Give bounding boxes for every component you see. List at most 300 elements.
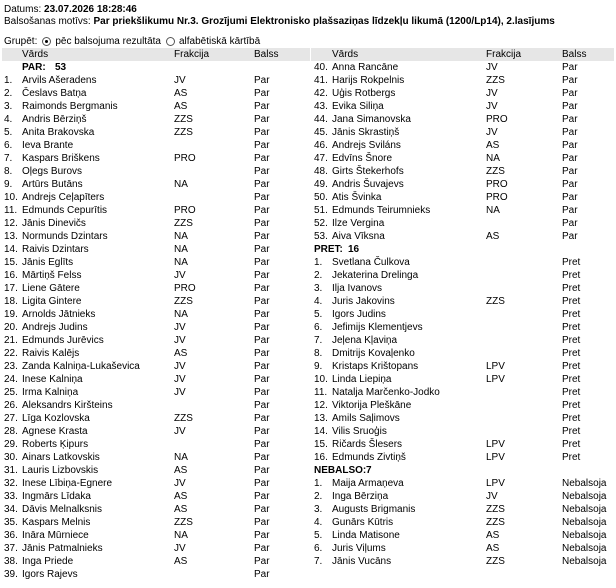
row-number: 11. [314,387,328,398]
row-number: 22. [4,348,18,359]
row-number: 49. [314,179,328,190]
row-number: 21. [4,335,18,346]
member-faction: AS [486,140,500,151]
member-faction: AS [486,231,500,242]
table-row [311,191,614,204]
table-row [311,425,614,438]
member-name: Raivis Kalējs [22,348,80,359]
member-name: Augusts Brigmanis [332,504,416,515]
member-name: Lauris Lizbovskis [22,465,99,476]
member-vote: Par [254,400,270,411]
member-name: Edmunds Cepurītis [22,205,108,216]
table-row [311,516,614,529]
row-number: 11. [4,205,18,216]
member-vote: Par [562,101,578,112]
row-number: 16. [314,452,328,463]
member-faction: JV [174,270,186,281]
member-vote: Par [562,179,578,190]
member-name: Jānis Vucāns [332,556,392,567]
member-name: Inga Bērziņa [332,491,389,502]
member-name: Ieva Brante [22,140,74,151]
table-row [2,334,310,347]
member-faction: NA [174,452,188,463]
member-faction: NA [486,205,500,216]
member-name: Anna Rancāne [332,62,399,73]
member-vote: Pret [562,452,581,463]
table-row [311,386,614,399]
member-vote: Par [562,88,578,99]
vote-table-right [311,48,614,568]
table-row [311,256,614,269]
member-faction: NA [486,153,500,164]
table-row [311,100,614,113]
member-name: Juris Jakovins [332,296,395,307]
member-faction: LPV [486,478,505,489]
member-faction: AS [174,348,188,359]
row-number: 40. [314,62,328,73]
member-vote: Par [254,504,270,515]
table-row [2,438,310,451]
section-title: NEBALSO: [314,465,367,476]
table-row [311,126,614,139]
table-row [2,386,310,399]
vote-table-left [2,48,310,581]
motive-value: Par priekšlikumu Nr.3. Grozījumi Elektronisko plašsaziņas līdzekļu likumā (1200/Lp14), 2.lasījums [93,16,555,27]
member-faction: NA [174,309,188,320]
member-vote: Pret [562,413,581,424]
member-name: Jeļena Kļaviņa [332,335,398,346]
member-faction: AS [174,101,188,112]
member-faction: JV [174,478,186,489]
table-row [2,191,310,204]
member-name: Česlavs Batņa [22,88,87,99]
column-header-faction: Frakcija [174,49,210,60]
row-number: 42. [314,88,328,99]
row-number: 8. [314,348,323,359]
member-faction: ZZS [486,556,505,567]
member-faction: PRO [486,114,508,125]
member-name: Kristaps Krištopans [332,361,419,372]
member-vote: Par [254,218,270,229]
member-vote: Par [254,556,270,567]
member-name: Jānis Patmalnieks [22,543,103,554]
row-number: 46. [314,140,328,151]
member-vote: Pret [562,270,581,281]
member-faction: PRO [486,179,508,190]
column-header-vote: Balss [254,49,279,60]
table-row [2,87,310,100]
member-name: Oļegs Burovs [22,166,83,177]
row-number: 48. [314,166,328,177]
member-name: Igors Rajevs [22,569,78,580]
member-name: Arvils Ašeradens [22,75,97,86]
member-name: Aleksandrs Kiršteins [22,400,113,411]
member-name: Edmunds Zivtiņš [332,452,406,463]
member-vote: Pret [562,322,581,333]
member-name: Ilja Ivanovs [332,283,383,294]
row-number: 29. [4,439,18,450]
table-row [311,217,614,230]
member-vote: Pret [562,283,581,294]
member-faction: JV [486,127,498,138]
member-vote: Par [562,192,578,203]
row-number: 16. [4,270,18,281]
table-row [2,321,310,334]
member-name: Līga Kozlovska [22,413,90,424]
grouping-label: Grupēt: [4,36,38,47]
column-header-vote: Balss [562,49,587,60]
member-vote: Par [254,153,270,164]
row-number: 47. [314,153,328,164]
table-row [311,451,614,464]
radio-alphabetical[interactable] [166,37,175,46]
table-row [311,334,614,347]
row-number: 7. [314,556,323,567]
member-vote: Par [254,543,270,554]
member-faction: ZZS [174,218,193,229]
section-count: 53 [55,62,67,73]
member-name: Edmunds Jurēvics [22,335,104,346]
date-label: Datums: [4,4,42,15]
section-title: PAR: [22,62,46,73]
member-faction: AS [174,556,188,567]
table-row [311,113,614,126]
member-name: Dāvis Melnalksnis [22,504,103,515]
member-faction: LPV [486,374,505,385]
member-vote: Par [254,101,270,112]
member-name: Harijs Rokpelnis [332,75,405,86]
member-vote: Par [254,491,270,502]
member-faction: ZZS [174,296,193,307]
member-vote: Nebalsoja [562,517,607,528]
column-header-name: Vārds [22,49,49,60]
member-vote: Par [254,309,270,320]
row-number: 14. [4,244,18,255]
member-name: Roberts Ķipurs [22,439,89,450]
member-faction: JV [174,426,186,437]
row-number: 52. [314,218,328,229]
row-number: 5. [314,530,323,541]
member-faction: JV [174,374,186,385]
table-row [2,425,310,438]
member-name: Normunds Dzintars [22,231,108,242]
member-vote: Pret [562,335,581,346]
member-vote: Par [254,348,270,359]
member-name: Andrejs Sviláns [332,140,401,151]
table-row [2,347,310,360]
member-name: Gunārs Kūtris [332,517,394,528]
member-faction: JV [486,491,498,502]
column-header-faction: Frakcija [486,49,522,60]
radio-by-result-label[interactable]: pēc balsojuma rezultāta [55,36,161,47]
table-row [2,477,310,490]
member-vote: Par [254,75,270,86]
row-number: 36. [4,530,18,541]
member-name: Atis Švinka [332,192,382,203]
table-row [2,412,310,425]
member-name: Edmunds Teirumnieks [332,205,431,216]
row-number: 50. [314,192,328,203]
member-name: Inese Lībiņa-Egnere [22,478,113,489]
row-number: 28. [4,426,18,437]
member-name: Amils Saļimovs [332,413,400,424]
table-row [2,165,310,178]
member-vote: Par [562,205,578,216]
member-name: Ligita Gintere [22,296,82,307]
member-faction: ZZS [174,517,193,528]
member-name: Zanda Kalniņa-Lukaševica [22,361,140,372]
member-faction: ZZS [486,75,505,86]
member-vote: Par [254,374,270,385]
row-number: 25. [4,387,18,398]
member-vote: Par [254,166,270,177]
table-row [2,399,310,412]
member-vote: Nebalsoja [562,530,607,541]
member-vote: Par [254,426,270,437]
member-faction: JV [486,88,498,99]
row-number: 19. [4,309,18,320]
row-number: 2. [314,491,323,502]
table-row [311,438,614,451]
row-number: 43. [314,101,328,112]
radio-alphabetical-label[interactable]: alfabētiskā kārtībā [178,36,261,47]
table-row [311,412,614,425]
member-name: Uģis Rotbergs [332,88,396,99]
table-row [311,399,614,412]
row-number: 12. [314,400,328,411]
table-row [311,360,614,373]
table-row [2,126,310,139]
member-name: Andris Bērziņš [22,114,87,125]
table-row [2,113,310,126]
member-vote: Par [254,361,270,372]
table-row [2,490,310,503]
table-row [311,74,614,87]
table-row [311,295,614,308]
member-faction: PRO [486,192,508,203]
member-faction: ZZS [174,114,193,125]
row-number: 4. [314,296,323,307]
member-vote: Par [562,166,578,177]
member-faction: AS [486,543,500,554]
member-name: Mārtiņš Felss [22,270,82,281]
table-row [311,230,614,243]
table-row [2,243,310,256]
table-row [2,516,310,529]
row-number: 37. [4,543,18,554]
row-number: 9. [314,361,323,372]
table-row [311,204,614,217]
row-number: 9. [4,179,13,190]
table-header [2,48,310,61]
section-title: PRET: [314,244,343,255]
member-name: Jānis Dinevičs [22,218,86,229]
member-vote: Par [254,192,270,203]
member-name: Kaspars Briškens [22,153,100,164]
table-row [2,308,310,321]
table-row [311,321,614,334]
member-vote: Par [562,231,578,242]
row-number: 27. [4,413,18,424]
member-faction: ZZS [486,517,505,528]
row-number: 32. [4,478,18,489]
member-vote: Par [254,244,270,255]
row-number: 6. [314,322,323,333]
member-faction: JV [486,62,498,73]
member-name: Liene Gātere [22,283,80,294]
member-vote: Par [254,270,270,281]
member-faction: LPV [486,439,505,450]
row-number: 12. [4,218,18,229]
member-vote: Par [562,218,578,229]
row-number: 1. [314,478,323,489]
member-name: Irma Kalniņa [22,387,79,398]
row-number: 4. [314,517,323,528]
member-vote: Par [562,140,578,151]
member-vote: Par [562,127,578,138]
member-faction: JV [174,361,186,372]
member-faction: NA [174,244,188,255]
member-vote: Par [254,322,270,333]
table-row [311,282,614,295]
table-row [311,152,614,165]
member-faction: NA [174,179,188,190]
row-number: 33. [4,491,18,502]
member-vote: Pret [562,400,581,411]
member-name: Jānis Skrastiņš [332,127,400,138]
member-faction: JV [174,322,186,333]
member-vote: Nebalsoja [562,478,607,489]
member-vote: Pret [562,387,581,398]
member-name: Jānis Eglīts [22,257,74,268]
row-number: 3. [4,101,13,112]
member-faction: JV [174,387,186,398]
table-row [2,269,310,282]
member-faction: AS [174,88,188,99]
table-row [2,295,310,308]
member-name: Inga Priede [22,556,74,567]
row-number: 7. [4,153,13,164]
date-value: 23.07.2026 18:28:46 [44,4,137,15]
member-faction: JV [486,101,498,112]
row-number: 1. [314,257,323,268]
table-row [2,464,310,477]
row-number: 18. [4,296,18,307]
row-number: 13. [4,231,18,242]
member-name: Raivis Dzintars [22,244,89,255]
table-row [2,360,310,373]
member-faction: NA [174,530,188,541]
table-row [2,542,310,555]
member-name: Viktorija Pleškāne [332,400,412,411]
member-faction: PRO [174,153,196,164]
row-number: 6. [4,140,13,151]
grouping-control [4,35,260,48]
row-number: 6. [314,543,323,554]
motive-label: Balsošanas motīvs: [4,16,91,27]
row-number: 10. [314,374,328,385]
row-number: 5. [314,309,323,320]
row-number: 26. [4,400,18,411]
member-name: Igors Judins [332,309,386,320]
member-faction: PRO [174,283,196,294]
row-number: 38. [4,556,18,567]
table-row [2,100,310,113]
row-number: 14. [314,426,328,437]
member-vote: Par [562,114,578,125]
table-row [2,139,310,152]
member-name: Raimonds Bergmanis [22,101,118,112]
member-faction: JV [174,335,186,346]
row-number: 31. [4,465,18,476]
member-name: Girts Štekerhofs [332,166,404,177]
row-number: 34. [4,504,18,515]
section-header [311,243,614,256]
member-name: Jana Simanovska [332,114,411,125]
table-row [311,269,614,282]
table-row [311,139,614,152]
row-number: 20. [4,322,18,333]
table-row [311,555,614,568]
member-vote: Pret [562,348,581,359]
member-name: Linda Matisone [332,530,400,541]
table-row [311,542,614,555]
table-row [311,87,614,100]
radio-by-result[interactable] [42,37,51,46]
member-vote: Nebalsoja [562,556,607,567]
member-vote: Pret [562,374,581,385]
member-vote: Par [562,153,578,164]
member-name: Jekaterina Drelinga [332,270,419,281]
member-vote: Par [254,140,270,151]
row-number: 1. [4,75,13,86]
table-row [2,373,310,386]
table-row [311,490,614,503]
member-name: Ingmārs Līdaka [22,491,91,502]
member-name: Inese Kalniņa [22,374,83,385]
member-vote: Par [562,62,578,73]
member-name: Juris Viļums [332,543,386,554]
member-faction: LPV [486,361,505,372]
member-faction: AS [174,491,188,502]
member-vote: Par [254,231,270,242]
member-vote: Par [254,283,270,294]
row-number: 8. [4,166,13,177]
member-faction: ZZS [486,296,505,307]
section-count: 16 [348,244,360,255]
row-number: 53. [314,231,328,242]
table-row [311,347,614,360]
table-row [311,373,614,386]
member-vote: Par [254,517,270,528]
row-number: 51. [314,205,328,216]
row-number: 3. [314,504,323,515]
member-vote: Par [562,75,578,86]
row-number: 24. [4,374,18,385]
member-vote: Par [254,88,270,99]
row-number: 23. [4,361,18,372]
row-number: 5. [4,127,13,138]
table-row [311,178,614,191]
row-number: 30. [4,452,18,463]
row-number: 10. [4,192,18,203]
member-faction: AS [174,465,188,476]
table-row [2,451,310,464]
row-number: 45. [314,127,328,138]
member-name: Svetlana Čulkova [332,257,410,268]
member-faction: ZZS [174,413,193,424]
member-name: Dmitrijs Kovaļenko [332,348,415,359]
